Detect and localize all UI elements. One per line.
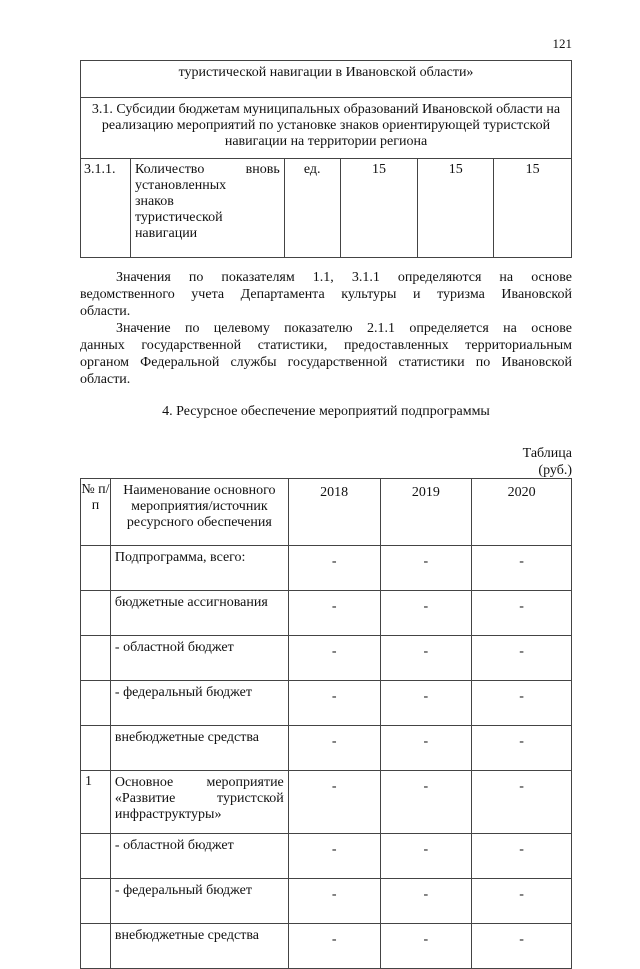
value-cell: 15 [340,159,418,258]
caption-units: (руб.) [538,463,572,478]
value-cell: 15 [494,159,572,258]
name-word: Количество [134,162,205,177]
name-word: вновь [245,162,280,177]
value-cell: - [472,591,572,636]
paragraph-statistics [80,321,572,389]
row-name: внебюджетные средства [110,726,288,771]
header-year: 2019 [380,479,472,546]
paragraph-line: области. [80,304,131,319]
indicator-table [80,60,572,258]
paragraph-line: Значение по целевому показателю 2.1.1 определяется на основе [116,321,572,336]
page-number: 121 [552,36,572,51]
paragraph-indicators [80,270,572,321]
header-year: 2018 [288,479,380,546]
value-cell: - [380,879,472,924]
row-name: - федеральный бюджет [110,681,288,726]
table-row [81,879,572,924]
value-cell: - [288,834,380,879]
value-cell: - [380,771,472,834]
row-name: - федеральный бюджет [110,879,288,924]
header-name: Наименование основного мероприятия/источник ресурсного обеспечения [110,479,288,546]
value-cell: - [380,636,472,681]
value-cell: - [472,834,572,879]
name-word: установленных [134,178,227,193]
table-row [81,61,572,98]
value-cell: - [380,834,472,879]
row-number [81,681,111,726]
row-name: внебюджетные средства [110,924,288,969]
value-cell: - [288,636,380,681]
table-row [81,546,572,591]
paragraph-line: Значения по показателям 1.1, 3.1.1 определяются на основе [116,270,572,285]
subsection-title: 3.1. Субсидии бюджетам муниципальных образований Ивановской области на реализацию мероприятий по установке знаков ориентирующей туристской навигации на территории региона [81,98,572,159]
value-cell: - [380,591,472,636]
value-cell: - [472,636,572,681]
value-cell: - [288,771,380,834]
caption-line: Таблица [522,446,572,461]
name-word: «Развитие [114,791,176,806]
row-name: - областной бюджет [110,636,288,681]
paragraph-line: органом Федеральной службы государственной статистики по Ивановской [80,355,572,370]
row-number: 3.1.1. [81,159,131,258]
value-cell: - [472,771,572,834]
row-number [81,546,111,591]
row-name: Подпрограмма, всего: [110,546,288,591]
table-header-row [81,479,572,546]
table-row [81,159,572,258]
value-cell: - [288,924,380,969]
name-word: навигации [134,226,198,241]
row-number [81,924,111,969]
value-cell: - [288,546,380,591]
header-num: № п/п [81,479,111,546]
value-cell: - [288,879,380,924]
name-word: Основное [114,775,174,790]
paragraph-line: данных государственной статистики, предоставленных территориальным [80,338,572,353]
table-row [81,591,572,636]
row-name: - областной бюджет [110,834,288,879]
paragraph-line: области. [80,372,131,387]
name-word: туристской [217,791,284,806]
row-number [81,834,111,879]
name-word: инфраструктуры» [114,807,222,822]
name-word: знаков [134,194,174,209]
table-row [81,771,572,834]
row-name: бюджетные ассигнования [110,591,288,636]
paragraph-line: ведомственного учета Департамента культуры и туризма Ивановской [80,287,572,302]
value-cell: - [380,924,472,969]
value-cell: - [472,546,572,591]
row-number [81,726,111,771]
row-number [81,636,111,681]
continued-title: туристической навигации в Ивановской области» [81,61,572,98]
value-cell: - [380,726,472,771]
header-year: 2020 [472,479,572,546]
value-cell: - [380,681,472,726]
section-heading: 4. Ресурсное обеспечение мероприятий подпрограммы [162,404,490,419]
table-caption [523,445,572,479]
table-row [81,98,572,159]
table-row [81,636,572,681]
row-number [81,591,111,636]
table-row [81,681,572,726]
value-cell: 15 [418,159,494,258]
value-cell: - [380,546,472,591]
name-word: туристической [134,210,223,225]
value-cell: - [288,726,380,771]
table-row [81,726,572,771]
unit-cell: ед. [284,159,340,258]
table-row [81,924,572,969]
row-number [81,879,111,924]
value-cell: - [472,681,572,726]
indicator-name [130,159,284,258]
resource-table [80,478,572,969]
value-cell: - [472,879,572,924]
value-cell: - [288,591,380,636]
table-row [81,834,572,879]
row-name [110,771,288,834]
row-number: 1 [81,771,111,834]
value-cell: - [288,681,380,726]
value-cell: - [472,924,572,969]
value-cell: - [472,726,572,771]
name-word: мероприятие [206,775,284,790]
